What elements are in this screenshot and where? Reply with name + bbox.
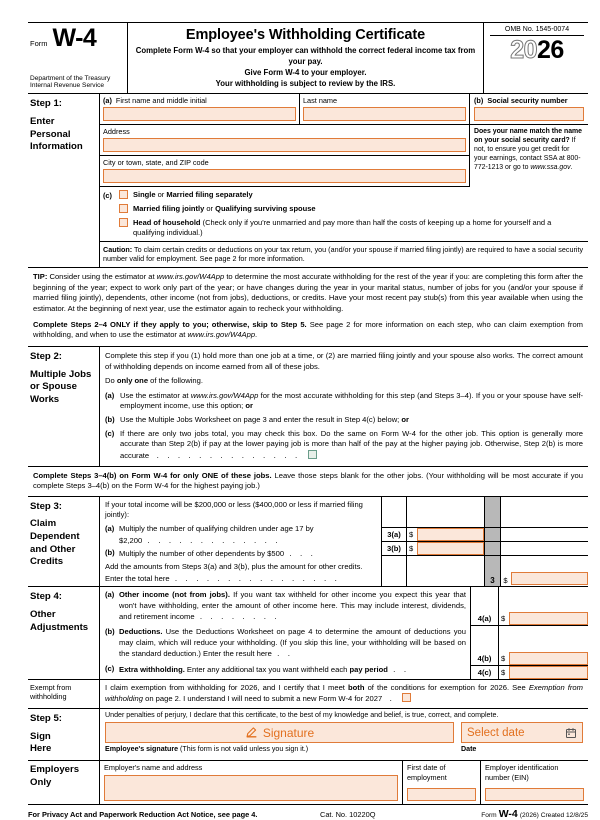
tip-text-2: to determine the most accurate withholding for the rest of the year if you: are completing this form after the beginning of the year; expect to work only part of the year; or have changes during the year in your marital status, number of jobs for you (and/or your spouse if married filing jointly), dependents, other income (not from jobs), deductions, or credits. Have your most recent pay stub(s) from this year available when using the estimator. At the beginning of next year, use the estimator again to recheck your withholding.	[33, 272, 583, 314]
exempt-italic: Exemption from withholding	[105, 682, 583, 704]
step-3-gray-bar-mid2	[484, 542, 501, 555]
signature-row	[105, 722, 583, 743]
step-1-title: Step 1:	[30, 98, 62, 110]
step-4-title: Step 4:	[30, 591, 62, 603]
line-4a-label-cell	[470, 612, 498, 625]
ssa-note-end: .	[570, 164, 573, 172]
form-number: W-4	[52, 24, 97, 52]
step-4-line-b	[105, 627, 466, 660]
option-0-bold: Single	[133, 190, 156, 200]
step-4-c-bold: Extra withholding.	[119, 664, 185, 674]
step-4-mark-a: (a)	[105, 590, 115, 600]
catalog-number: Cat. No. 10220Q	[319, 809, 376, 819]
employer-name-label: Employer's name and address	[104, 763, 203, 773]
complete-steps-3-4-band	[28, 467, 588, 497]
step-4-field-spacer-1	[498, 587, 588, 612]
line-4c-label-cell	[470, 666, 498, 679]
tip-label: TIP:	[33, 272, 48, 282]
filing-status-block	[100, 187, 588, 242]
step-4-a-bold: Other income (not from jobs).	[119, 590, 230, 600]
employee-signature-caption	[105, 745, 454, 753]
complete-steps-end: .	[255, 330, 258, 340]
step-4-b-dots: . .	[271, 649, 299, 659]
step-2-title: Step 2:	[30, 350, 62, 362]
ssa-note-bold: Does your name match the name on your social security card?	[474, 128, 582, 145]
form-header	[28, 23, 588, 94]
first-name-label: First name and middle initial	[115, 96, 207, 106]
line-3b-label: 3(b)	[387, 544, 401, 553]
step-3-line-b	[105, 548, 377, 560]
step-2-c-leader-dots: . . . . . . . . . . . . . .	[151, 450, 306, 460]
step-3-a-dots: . . . . . . . . . . . . .	[142, 535, 286, 545]
step-4-line-c	[105, 664, 466, 676]
form-footer	[28, 805, 588, 820]
year-prefix: 20	[510, 36, 537, 64]
privacy-act-notice: For Privacy Act and Paperwork Reduction Act Notice, see page 4.	[28, 809, 258, 819]
do-one-bold: only one	[116, 376, 149, 386]
first-name-input[interactable]	[103, 107, 296, 121]
tax-year	[490, 37, 584, 65]
exempt-section	[28, 680, 588, 710]
step-3-spacer-num-2	[381, 556, 406, 586]
step-3-mark-b: (b)	[105, 548, 115, 558]
filing-status-option-hoh[interactable]	[119, 218, 585, 238]
ein-label: Employer identification number (EIN)	[485, 763, 559, 782]
header-right	[484, 23, 588, 93]
step-4-mark-b: (b)	[105, 627, 115, 637]
step-3-spacer-num	[381, 497, 406, 527]
line-4a-field-cell	[498, 612, 588, 625]
step-1-section	[28, 94, 588, 268]
step-2-label	[28, 347, 100, 466]
ssa-note-rest: If not, to ensure you get credit for your earnings, contact SSA at 800-772-1213 or go to	[474, 137, 581, 172]
line-3a-label-cell	[381, 528, 406, 541]
complete-steps-bold: Complete Steps 2–4 ONLY if they apply to you; otherwise, skip to Step 5.	[33, 319, 307, 329]
step-2-mark-a: (a)	[105, 390, 115, 400]
dollar-sign-3b: $	[409, 544, 414, 553]
filing-status-option-single[interactable]	[119, 190, 585, 200]
checkbox-jointly-icon[interactable]	[119, 204, 128, 213]
step-2-section	[28, 347, 588, 467]
pen-icon	[245, 726, 258, 739]
exempt-bold: both	[348, 682, 365, 692]
step-2-a-url: www.irs.gov/W4App	[190, 390, 259, 400]
step-3-title: Step 3:	[30, 500, 62, 512]
first-name-cell	[100, 94, 300, 124]
tip-paragraph	[33, 272, 583, 315]
step-2-option-b	[105, 415, 583, 426]
line-3-total-field-cell	[500, 556, 588, 586]
filing-status-option-jointly[interactable]	[119, 204, 585, 214]
step-2-do-one	[105, 376, 583, 387]
dollar-sign-3: $	[503, 576, 508, 586]
complete-steps-text: See page 2 for more information on each step, who can claim exemption from withholding, and when to use the estimator at	[33, 319, 583, 340]
step-3-line-a	[105, 524, 377, 546]
step-4-field-spacer-2	[498, 626, 588, 651]
sig-caption-rest: (This form is not valid unless you sign it.)	[178, 745, 309, 754]
step-5-label	[28, 709, 100, 760]
address-input[interactable]	[103, 138, 466, 152]
tip-url-1: www.irs.gov/W4App	[156, 272, 225, 282]
checkbox-two-jobs-icon[interactable]	[308, 450, 317, 459]
employer-name-cell	[100, 761, 402, 803]
first-date-label: First date of employment	[407, 763, 447, 782]
line-3a-label: 3(a)	[387, 530, 401, 539]
dollar-sign-4b: $	[501, 653, 506, 663]
exempt-text	[100, 680, 588, 709]
step-5-body	[100, 709, 588, 760]
signature-button-label: Signature	[262, 725, 315, 740]
ssn-input[interactable]	[474, 107, 584, 121]
footer-form-id	[438, 808, 588, 820]
line-3b-input[interactable]	[417, 542, 484, 555]
step-4-line-a	[105, 590, 466, 623]
last-name-input[interactable]	[303, 107, 466, 121]
do-one-post: of the following.	[148, 376, 203, 386]
step-3-b-text: Multiply the number of other dependents by $500	[119, 549, 285, 559]
step-1-label	[28, 94, 100, 267]
header-subtitle-1: Complete Form W-4 so that your employer can withhold the correct federal income tax from your pay.	[135, 46, 476, 67]
line-4b-input[interactable]	[509, 652, 588, 665]
last-name-label: Last name	[303, 96, 338, 106]
step-3-gray-bar-mid	[484, 528, 501, 541]
last-name-cell	[300, 94, 470, 124]
year-suffix: 26	[537, 36, 564, 64]
step-4-b-text: Use the Deductions Worksheet on page 4 to determine the amount of deductions you may claim, which will reduce your withholding. (If you skip this line, your withholding will be based on the standard deduction.) Enter the result here	[119, 627, 466, 659]
step-2-option-a	[105, 391, 583, 412]
step-2-b-tail: or	[401, 415, 409, 425]
sig-caption-bold: Employee's signature	[105, 745, 179, 754]
first-date-cell	[402, 761, 480, 803]
dollar-sign-3a: $	[409, 530, 414, 539]
option-1-mid: or	[204, 203, 216, 213]
footer-form-label: Form	[481, 811, 497, 819]
header-left	[28, 23, 128, 93]
step-5-title: Step 5:	[30, 713, 62, 725]
city-cell	[100, 156, 469, 187]
option-1-bold: Married filing jointly	[133, 203, 205, 213]
line-3b-field-cell	[406, 542, 484, 555]
step-4-body	[100, 587, 588, 678]
perjury-declaration: Under penalties of perjury, I declare that this certificate, to the best of my knowledge and belief, is true, correct, and complete.	[105, 711, 499, 720]
step-3-blank-2	[500, 542, 588, 555]
tip-band	[28, 268, 588, 347]
exempt-pre: I claim exemption from withholding for 2026, and I certify that I meet	[105, 682, 349, 692]
step-4-c-bold2: pay period	[349, 664, 388, 674]
caution-note	[100, 242, 588, 267]
band2-bold: Complete Steps 3–4(b) on Form W-4 for only ONE of these jobs.	[33, 470, 272, 480]
exempt-post: on page 2. I understand I will need to submit a new Form W-4 for 2027	[143, 694, 383, 704]
option-2-bold: Head of household	[133, 217, 201, 227]
caution-label: Caution:	[103, 244, 133, 254]
step-2-body	[100, 347, 588, 466]
ssn-label: Social security number	[487, 96, 568, 106]
step-1-subtitle: Enter Personal Information	[30, 115, 83, 153]
complete-steps-url: www.irs.gov/W4App	[187, 330, 256, 340]
header-subtitle-2: Give Form W-4 to your employer.	[244, 68, 367, 78]
step-2-a-pre: Use the estimator at	[120, 390, 191, 400]
do-one-pre: Do	[105, 376, 117, 386]
line-3a-input[interactable]	[417, 528, 484, 541]
department-label: Department of the Treasury Internal Revenue Service	[30, 74, 111, 90]
form-label: Form	[30, 38, 48, 48]
step-2-option-c	[105, 429, 583, 462]
step-2-c-text: If there are only two jobs total, you may check this box. Do the same on Form W-4 for the other job. This option is generally more accurate than Step 2(b) if pay at the lower paying job is more than half of the pay at the higher paying job. Otherwise, Step 2(b) is more accurate	[120, 428, 583, 460]
employers-label: Employers Only	[28, 761, 100, 803]
step-4-label-spacer-1	[470, 587, 498, 612]
step-4-b-bold: Deductions.	[119, 627, 163, 637]
step-4-c-text: Enter any additional tax you want withheld each	[184, 664, 350, 674]
footer-tail: (2026) Created 12/8/25	[519, 811, 588, 819]
exempt-dots: .	[384, 694, 401, 704]
ssa-note	[470, 125, 588, 187]
step-3-gray-bar-top	[484, 497, 501, 527]
checkbox-exempt-icon[interactable]	[402, 693, 411, 702]
line-4b-label: 4(b)	[477, 653, 492, 663]
step-3-text-column	[100, 497, 381, 586]
omb-number: OMB No. 1545-0074	[490, 26, 584, 36]
band2-text: Leave those steps blank for the other jobs. (Your withholding will be most accurate if you complete Steps 3–4(b) on the Form W-4 for the highest paying job.)	[33, 470, 583, 491]
exempt-mid: of the conditions for exemption for 2026. See	[364, 682, 529, 692]
header-subtitle-3: Your withholding is subject to review by the IRS.	[215, 79, 396, 89]
step-4-a-dots: . . . . . . . .	[194, 612, 286, 622]
exempt-label: Exempt from withholding	[28, 680, 100, 709]
signature-sublabels	[105, 745, 583, 753]
line-4b-label-cell	[470, 652, 498, 665]
step-2-mark-b: (b)	[105, 415, 115, 425]
ssa-url: www.ssa.gov	[530, 164, 571, 172]
step-4-label-spacer-2	[470, 626, 498, 651]
step-3-total-label: Add the amounts from Steps 3(a) and 3(b), plus the amount for other credits. Enter the total here	[105, 561, 363, 583]
step-2-b-pre: Use the Multiple Jobs Worksheet on page 3 and enter the result in Step 4(c) below;	[120, 415, 402, 425]
signature-button[interactable]	[105, 722, 454, 743]
select-date-label: Select date	[467, 726, 525, 739]
line-4c-field-cell	[498, 666, 588, 679]
step-4-label	[28, 587, 100, 678]
step-4-c-dots: . .	[387, 664, 415, 674]
option-0-mid: or	[155, 190, 167, 200]
city-label: City or town, state, and ZIP code	[103, 158, 209, 168]
date-caption: Date	[461, 745, 477, 754]
step-3-intro: If your total income will be $200,000 or less ($400,000 or less if married filing jointly):	[105, 499, 363, 520]
line-4c-label: 4(c)	[477, 667, 492, 677]
step-3-spacer-dol-2	[406, 556, 484, 586]
step-4-subtitle: Other Adjustments	[30, 608, 89, 633]
dollar-sign-4c: $	[501, 667, 506, 677]
step-3-body	[100, 497, 588, 586]
ein-cell	[480, 761, 588, 803]
checkbox-hoh-icon[interactable]	[119, 218, 128, 227]
ssn-cell	[470, 94, 588, 124]
dollar-sign-4a: $	[501, 614, 506, 624]
line-3-total-input[interactable]	[511, 572, 588, 585]
header-center	[128, 23, 484, 93]
option-1-bold2: Qualifying surviving spouse	[215, 203, 316, 213]
step-3-spacer-dol	[406, 497, 484, 527]
w4-form	[28, 22, 588, 820]
line-4a-input[interactable]	[509, 612, 588, 625]
page-title: Employee's Withholding Certificate	[185, 27, 426, 43]
line-3b-label-cell	[381, 542, 406, 555]
step-3-subtitle: Claim Dependent and Other Credits	[30, 518, 80, 568]
step-5-section	[28, 709, 588, 761]
step-4-section	[28, 587, 588, 679]
line-4c-input[interactable]	[509, 666, 588, 679]
footer-w4: W-4	[498, 807, 518, 820]
tip-text-1: Consider using the estimator at	[47, 272, 157, 282]
step-4-a-text: If you want tax withheld for other income you expect this year that won't have withholding, enter the amount of other income here. This may include interest, dividends, and retirement income	[119, 590, 466, 622]
step-2-a-post: for the most accurate withholding for this step (and Steps 3–4). If you or your spouse have self-employment income, use this option;	[120, 390, 583, 411]
band2-paragraph	[33, 471, 583, 492]
step-3-spacer-tot	[500, 497, 588, 527]
step-4-mark-c: (c)	[105, 663, 115, 673]
step-3-b-dots: . . .	[284, 549, 322, 559]
step-3-label	[28, 497, 100, 586]
ein-input[interactable]	[485, 788, 584, 801]
field-tag-c: (c)	[103, 191, 112, 201]
step-2-mark-c: (c)	[105, 428, 115, 438]
step-3-blank-1	[500, 528, 588, 541]
line-3-label: 3	[490, 576, 495, 586]
step-3-a-text: Multiply the number of qualifying children under age 17 by $2,200	[119, 524, 314, 545]
address-block	[100, 125, 470, 187]
field-tag-b: (b)	[474, 96, 484, 106]
step-3-section	[28, 497, 588, 587]
first-date-input[interactable]	[407, 788, 476, 801]
select-date-button[interactable]	[461, 722, 583, 743]
line-3a-field-cell	[406, 528, 484, 541]
calendar-icon	[565, 727, 577, 739]
line-4b-field-cell	[498, 652, 588, 665]
complete-steps-paragraph	[33, 320, 583, 341]
step-3-total-dots: . . . . . . . . . . . . . . . .	[169, 573, 346, 583]
employers-section	[28, 761, 588, 804]
city-state-zip-input[interactable]	[103, 169, 466, 183]
step-1-body	[100, 94, 588, 267]
checkbox-single-icon[interactable]	[119, 190, 128, 199]
step-2-a-tail: or	[245, 401, 253, 411]
option-2-rest: (Check only if you're unmarried and pay more than half the costs of keeping up a home for yourself and a qualifying individual.)	[133, 217, 552, 237]
caution-text: To claim certain credits or deductions on your tax return, you (and/or your spouse if married filing jointly) are required to have a social security number valid for employment. See page 2 for more information.	[103, 244, 584, 264]
line-3-total-number-cell	[484, 556, 501, 586]
employer-name-input[interactable]	[104, 775, 398, 801]
step-2-subtitle: Multiple Jobs or Spouse Works	[30, 368, 92, 405]
step-3-total-text	[105, 562, 377, 584]
step-2-intro: Complete this step if you (1) hold more than one job at a time, or (2) are married filing jointly and your spouse also works. The correct amount of withholding depends on income earned from all of these jobs.	[105, 350, 583, 371]
step-5-subtitle: Sign Here	[30, 730, 52, 755]
field-tag-a: (a)	[103, 96, 112, 106]
line-4a-label: 4(a)	[477, 614, 492, 624]
option-0-bold2: Married filing separately	[166, 190, 253, 200]
step-3-mark-a: (a)	[105, 524, 115, 534]
address-label: Address	[103, 127, 130, 137]
step-4-text-column	[100, 587, 470, 678]
address-cell	[100, 125, 469, 156]
